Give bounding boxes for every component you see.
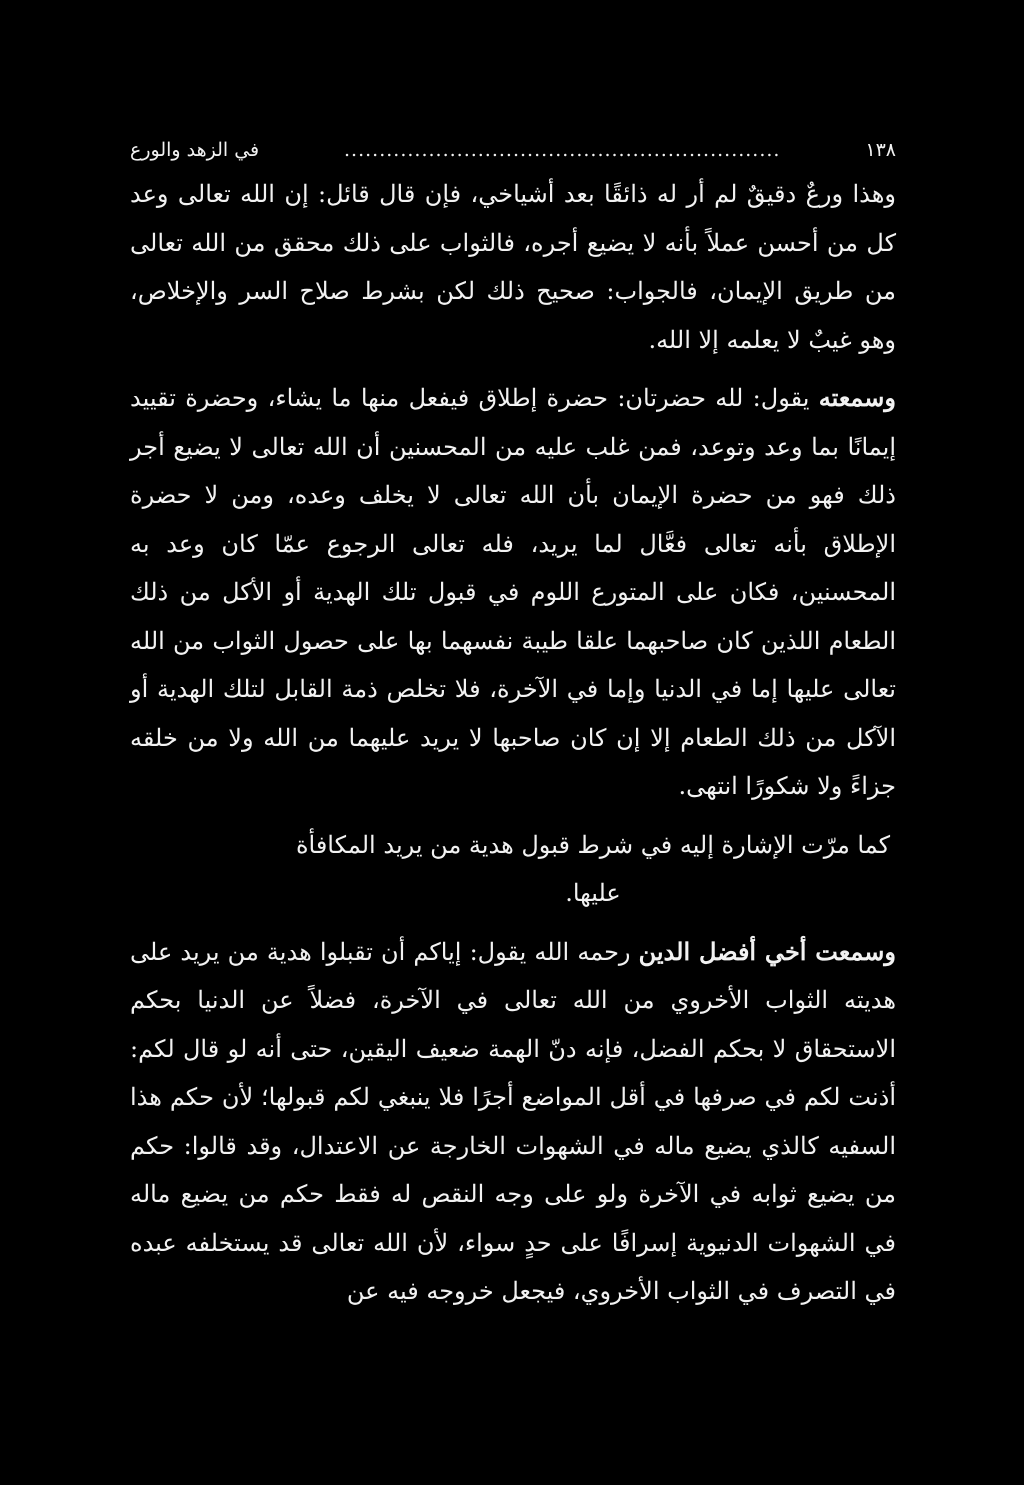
paragraph-1 xyxy=(130,170,896,364)
paragraph-3-text: كما مرّت الإشارة إليه في شرط قبول هدية من يريد المكافأة عليها. xyxy=(295,830,891,907)
book-title: في الزهد والورع xyxy=(130,139,260,161)
running-header xyxy=(130,130,896,170)
paragraph-2 xyxy=(130,374,896,811)
paragraph-4 xyxy=(130,928,896,1316)
page-number: ١٣٨ xyxy=(865,139,896,161)
paragraph-3 xyxy=(130,821,896,918)
header-leader-dots: .............................................................. xyxy=(344,139,781,161)
paragraph-4-lead: وسمعت أخي أفضل الدين xyxy=(638,936,896,966)
book-page xyxy=(130,130,896,1316)
paragraph-1-text: وهذا ورعٌ دقيقٌ لم أر له ذائقًا بعد أشياخي، فإن قال قائل: إن الله تعالى وعد كل من أحسن عملاً بأنه لا يضيع أجره، فالثواب على ذلك محقق من الله تعالى من طريق الإيمان، فالجواب: صحيح ذلك لكن بشرط صلاح السر والإخلاص، وهو غيبٌ لا يعلمه إلا الله. xyxy=(130,180,896,354)
paragraph-4-text: رحمه الله يقول: إياكم أن تقبلوا هدية من يريد على هديته الثواب الأخروي من الله تعالى في الآخرة، فضلاً عن الدنيا بحكم الاستحقاق لا بحكم الفضل، فإنه دنّ الهمة ضعيف اليقين، حتى أنه لو قال لكم: أذنت لكم في صرفها في أقل المواضع أجرًا فلا ينبغي لكم قبولها؛ لأن حكم هذا السفيه كالذي يضيع ماله في الشهوات الخارجة عن الاعتدال، وقد قالوا: حكم من يضيع ثوابه في الآخرة ولو على وجه النقص له فقط حكم من يضيع ماله في الشهوات الدنيوية إسرافًا على حدٍ سواء، لأن الله تعالى قد يستخلفه عبده في التصرف في الثواب الأخروي، فيجعل خروجه فيه عن xyxy=(130,937,896,1305)
paragraph-2-lead: وسمعته xyxy=(818,383,896,412)
paragraph-2-text: يقول: لله حضرتان: حضرة إطلاق فيفعل منها ما يشاء، وحضرة تقييد إيمانًا بما وعد وتوعد، فمن غلب عليه من المحسنين أن الله تعالى لا يضيع أجر ذلك فهو من حضرة الإيمان بأن الله تعالى لا يخلف وعده، ومن لا حضرة الإطلاق بأنه تعالى فعَّال لما يريد، فله تعالى الرجوع عمّا كان وعد به المحسنين، فكان على المتورع اللوم في قبول تلك الهدية أو الأكل من ذلك الطعام اللذين كان صاحبهما علقا طيبة نفسهما بها على حصول الثواب من الله تعالى عليها إما في الدنيا وإما في الآخرة، فلا تخلص ذمة القابل لتلك الهدية أو الآكل من ذلك الطعام إلا إن كان صاحبها لا يريد عليهما من الله ولا من خلقه جزاءً ولا شكورًا انتهى. xyxy=(130,384,896,800)
